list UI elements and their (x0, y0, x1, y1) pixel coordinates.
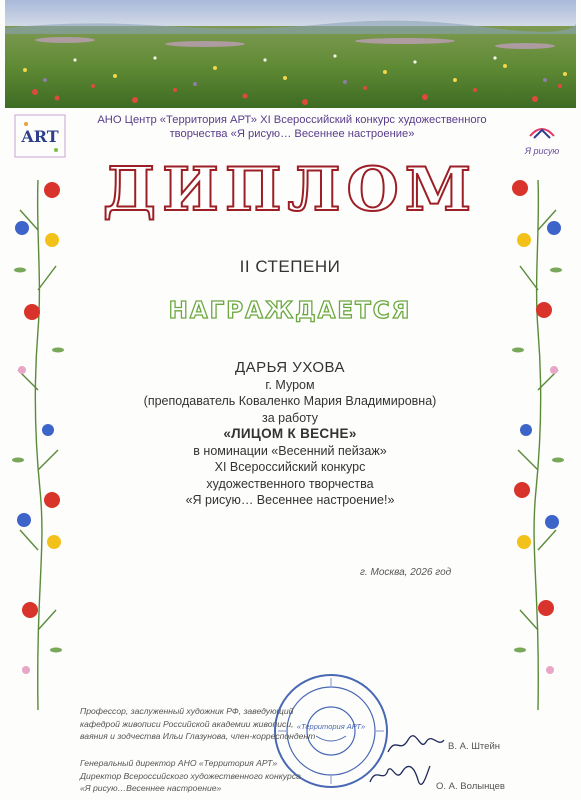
contest-line-2: художественного творчества (206, 476, 374, 491)
svg-text:«Территория АРТ»: «Территория АРТ» (296, 722, 366, 731)
floral-border-left (8, 170, 70, 730)
banner-art (5, 0, 576, 108)
nomination: в номинации «Весенний пейзаж» (193, 443, 387, 458)
signer-2-title: Генеральный директор АНО «Территория АРТ» Директор Всероссийского художественного конкурса «Я рисую…Весеннее настроение» (80, 758, 301, 793)
for-work-label: за работу (261, 410, 318, 425)
signature-1 (386, 734, 446, 756)
signer-1-title: Профессор, заслуженный художник РФ, заведующий кафедрой живописи Российской академии живописи, ваяния и зодчества Ильи Глазунова, член-корреспондент (80, 706, 316, 741)
teacher-name: (преподаватель Коваленко Мария Владимировна) (143, 394, 437, 408)
ya-risuyu-logo (516, 116, 568, 160)
header-line-1: АНО Центр «Территория АРТ» XI Всероссийский конкурс художественного (97, 114, 487, 126)
signature-2 (368, 762, 432, 786)
signer-1-name: В. А. Штейн (448, 741, 501, 752)
contest-line-3: «Я рисую… Весеннее настроение!» (185, 493, 395, 507)
place-date: г. Москва, 2026 год (360, 567, 452, 578)
svg-text:ART: ART (21, 127, 59, 146)
svg-text:Я рисую: Я рисую (524, 146, 560, 156)
territory-art-logo (14, 114, 66, 158)
awarded-label: НАГРАЖДАЕТСЯ (168, 298, 412, 324)
organizer-header (76, 113, 508, 141)
award-details (90, 360, 490, 509)
work-title: «ЛИЦОМ К ВЕСНЕ» (223, 426, 357, 441)
diploma-title: ДИПЛОМ (102, 155, 478, 225)
floral-border-right (506, 170, 568, 730)
recipient-name: ДАРЬЯ УХОВА (234, 359, 346, 376)
degree-label: II СТЕПЕНИ (239, 257, 341, 276)
contest-line-1: XI Всероссийский конкурс (214, 460, 366, 474)
signer-2-name: О. А. Волынцев (436, 781, 505, 792)
recipient-city: г. Муром (265, 377, 315, 392)
header-line-2: творчества «Я рисую… Весеннее настроение» (169, 128, 415, 140)
landscape-painting (5, 0, 576, 108)
